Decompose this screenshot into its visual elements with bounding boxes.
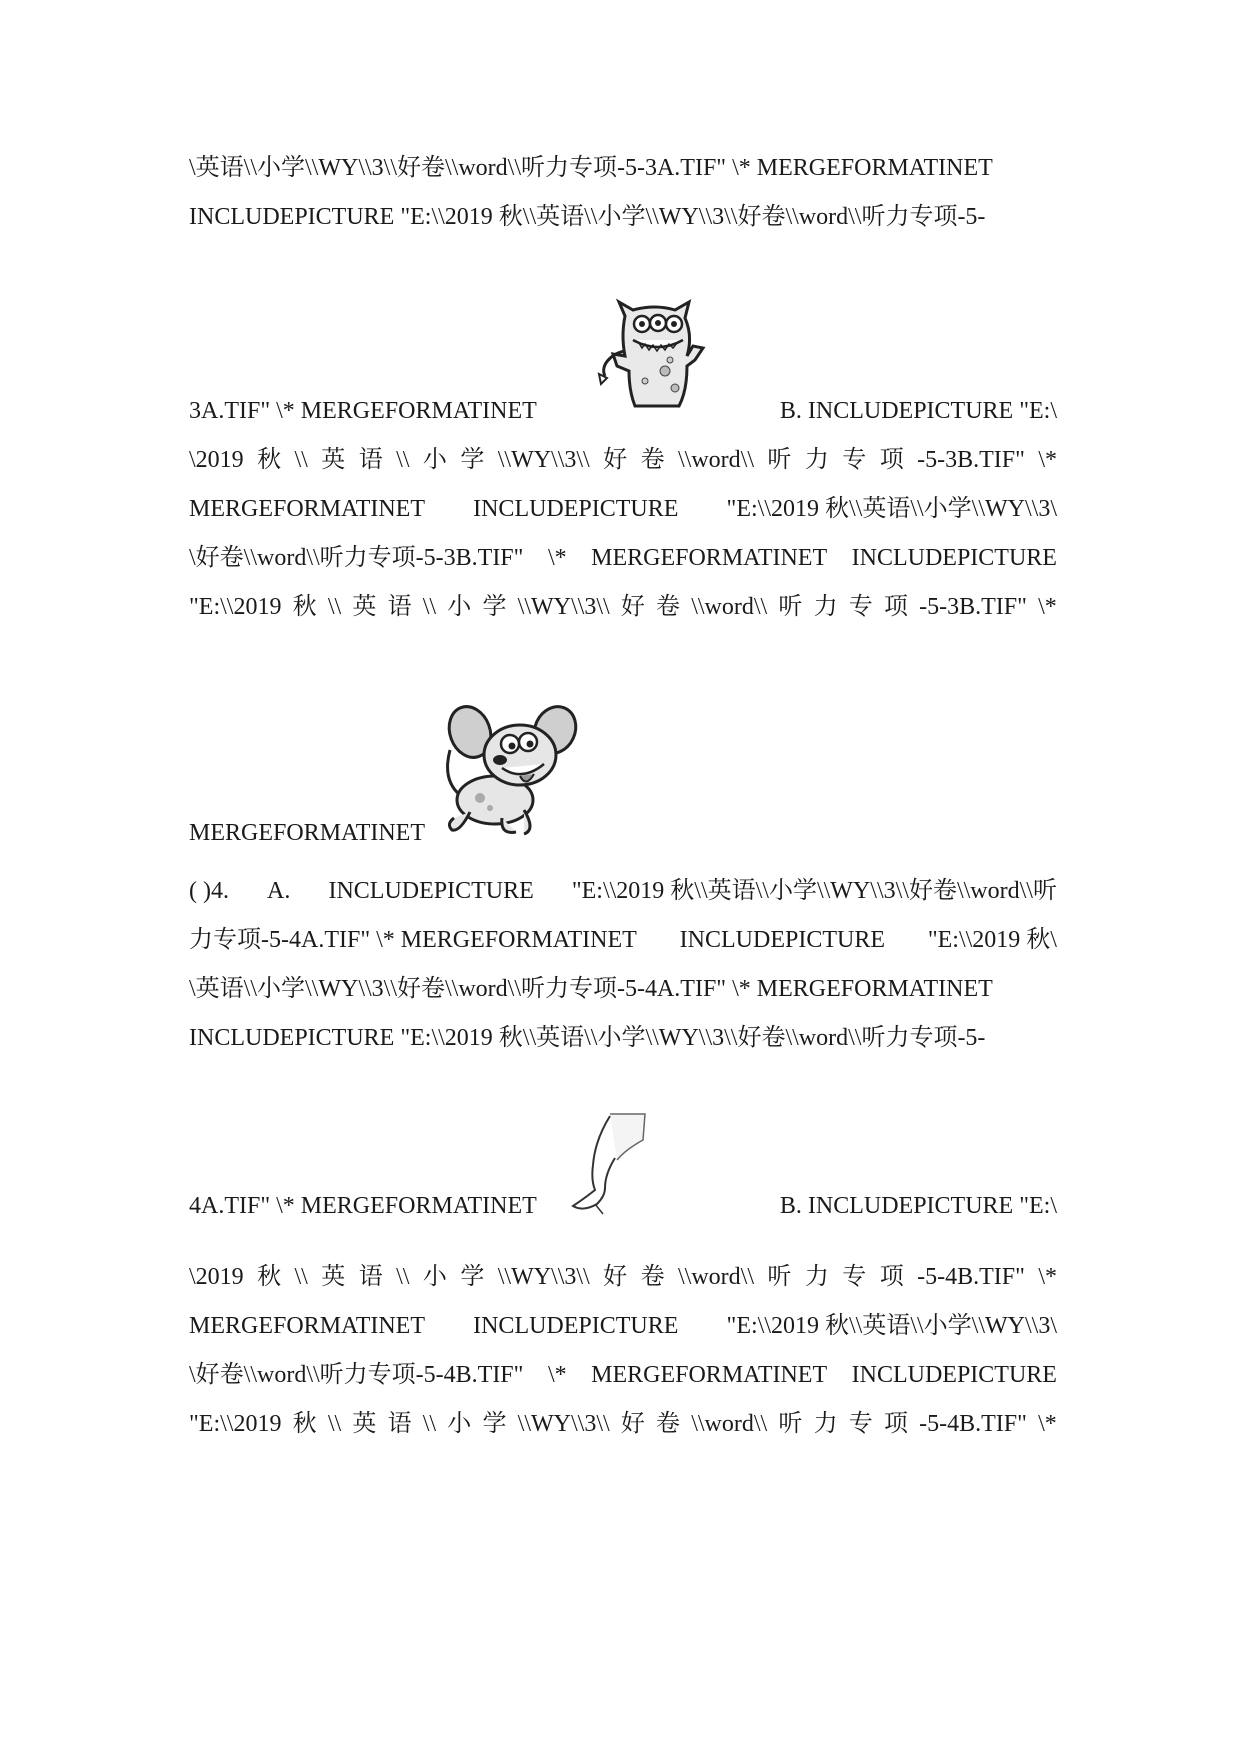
doc-token: 小 bbox=[447, 594, 472, 620]
doc-token: 英 bbox=[321, 447, 346, 473]
doc-token: 项 bbox=[883, 1411, 908, 1437]
doc-token: 秋 bbox=[257, 1264, 282, 1290]
doc-token: 听 bbox=[778, 594, 803, 620]
doc-token: 听 bbox=[767, 447, 792, 473]
doc-token: \\ bbox=[327, 594, 342, 620]
doc-token: 卷 bbox=[656, 1411, 681, 1437]
doc-token: A. bbox=[267, 878, 291, 904]
doc-token: \\ bbox=[422, 594, 437, 620]
doc-token: 小 bbox=[422, 447, 447, 473]
doc-token: \\WY\\3\\ bbox=[497, 1264, 590, 1290]
doc-token: 力 bbox=[804, 1264, 829, 1290]
doc-line-justified bbox=[189, 925, 1057, 955]
doc-token: -5-3B.TIF" bbox=[919, 594, 1027, 620]
doc-token: 语 bbox=[387, 1411, 412, 1437]
doc-token: 好 bbox=[603, 447, 628, 473]
doc-token: 卷 bbox=[640, 447, 665, 473]
doc-line-justified bbox=[189, 592, 1057, 622]
doc-token: 力专项-5-4A.TIF" \* MERGEFORMATINET bbox=[189, 927, 637, 953]
doc-token: 英 bbox=[321, 1264, 346, 1290]
doc-token: 专 bbox=[842, 447, 867, 473]
doc-token: 小 bbox=[447, 1411, 472, 1437]
doc-line: B. INCLUDEPICTURE "E:\ bbox=[779, 398, 1057, 424]
doc-token: \* bbox=[1038, 447, 1057, 473]
doc-token: MERGEFORMATINET bbox=[189, 1313, 426, 1339]
doc-token: INCLUDEPICTURE bbox=[851, 1362, 1057, 1388]
doc-token: 秋 bbox=[292, 594, 317, 620]
doc-token: 小 bbox=[422, 1264, 447, 1290]
doc-token: -5-4B.TIF" bbox=[917, 1264, 1025, 1290]
doc-line: INCLUDEPICTURE "E:\\2019 秋\\英语\\小学\\WY\\3\\好卷\\word\\听力专项-5- bbox=[189, 1025, 986, 1051]
doc-token: \* bbox=[1038, 594, 1057, 620]
doc-token: "E:\\2019 bbox=[189, 594, 282, 620]
doc-token: MERGEFORMATINET bbox=[591, 1362, 828, 1388]
doc-token: \\ bbox=[294, 1264, 308, 1290]
doc-line-justified bbox=[189, 876, 1057, 906]
doc-token: 秋 bbox=[292, 1411, 317, 1437]
doc-token: \\word\\ bbox=[691, 594, 768, 620]
doc-line: 4A.TIF" \* MERGEFORMATINET bbox=[189, 1193, 537, 1219]
doc-line-justified bbox=[189, 1311, 1057, 1341]
doc-token: INCLUDEPICTURE bbox=[473, 496, 679, 522]
doc-token: 语 bbox=[358, 1264, 383, 1290]
doc-token: \\ bbox=[396, 1264, 410, 1290]
doc-token: 学 bbox=[482, 1411, 507, 1437]
doc-token: MERGEFORMATINET bbox=[189, 496, 426, 522]
doc-line: \英语\\小学\\WY\\3\\好卷\\word\\听力专项-5-3A.TIF" \* MERGEFORMATINET bbox=[189, 155, 993, 181]
doc-line: INCLUDEPICTURE "E:\\2019 秋\\英语\\小学\\WY\\3\\好卷\\word\\听力专项-5- bbox=[189, 204, 986, 230]
doc-token: 力 bbox=[813, 1411, 838, 1437]
doc-token: \\ bbox=[422, 1411, 437, 1437]
doc-token: 专 bbox=[848, 594, 873, 620]
doc-token: \\word\\ bbox=[678, 1264, 754, 1290]
doc-token: "E:\\2019 秋\\英语\\小学\\WY\\3\ bbox=[726, 496, 1057, 522]
doc-token: 卷 bbox=[640, 1264, 665, 1290]
doc-token: \\WY\\3\\ bbox=[517, 1411, 610, 1437]
doc-token: 项 bbox=[879, 1264, 904, 1290]
doc-token: ( )4. bbox=[189, 878, 229, 904]
doc-token: \\word\\ bbox=[691, 1411, 768, 1437]
doc-token: \* bbox=[1038, 1264, 1057, 1290]
doc-token: 专 bbox=[842, 1264, 867, 1290]
doc-token: "E:\\2019 秋\\英语\\小学\\WY\\3\ bbox=[726, 1313, 1057, 1339]
doc-line-justified bbox=[189, 543, 1057, 573]
doc-token: \\WY\\3\\ bbox=[517, 594, 610, 620]
doc-token: 好 bbox=[603, 1264, 628, 1290]
doc-token: 英 bbox=[352, 1411, 377, 1437]
doc-token: \\ bbox=[327, 1411, 342, 1437]
doc-token: 好 bbox=[620, 1411, 645, 1437]
doc-token: INCLUDEPICTURE bbox=[851, 545, 1057, 571]
doc-line-justified bbox=[189, 1262, 1057, 1292]
doc-token: 学 bbox=[482, 594, 507, 620]
doc-line-justified bbox=[189, 1360, 1057, 1390]
doc-token: \\WY\\3\\ bbox=[497, 447, 590, 473]
doc-token: "E:\\2019 秋\\英语\\小学\\WY\\3\\好卷\\word\\听 bbox=[571, 878, 1057, 904]
doc-token: 学 bbox=[460, 1264, 485, 1290]
doc-token: 听 bbox=[767, 1264, 792, 1290]
doc-token: 好 bbox=[620, 594, 645, 620]
doc-line-justified bbox=[189, 1409, 1057, 1439]
doc-token: 学 bbox=[460, 447, 485, 473]
doc-token: \\ bbox=[396, 447, 410, 473]
doc-token: 听 bbox=[778, 1411, 803, 1437]
doc-token: "E:\\2019 秋\ bbox=[927, 927, 1057, 953]
monster-illustration bbox=[575, 296, 740, 416]
doc-token: 英 bbox=[352, 594, 377, 620]
doc-token: 项 bbox=[883, 594, 908, 620]
doc-line: 3A.TIF" \* MERGEFORMATINET bbox=[189, 398, 537, 424]
doc-token: \2019 bbox=[189, 1264, 244, 1290]
doc-line-justified bbox=[189, 445, 1057, 475]
doc-token: \* bbox=[547, 545, 567, 571]
doc-line-justified bbox=[189, 494, 1057, 524]
doc-token: 专 bbox=[848, 1411, 873, 1437]
doc-token: \2019 bbox=[189, 447, 244, 473]
doc-line: \英语\\小学\\WY\\3\\好卷\\word\\听力专项-5-4A.TIF" \* MERGEFORMATINET bbox=[189, 976, 993, 1002]
leg-illustration bbox=[565, 1110, 650, 1220]
doc-token: \好卷\\word\\听力专项-5-4B.TIF" bbox=[189, 1362, 524, 1388]
doc-token: "E:\\2019 bbox=[189, 1411, 282, 1437]
doc-token: -5-3B.TIF" bbox=[917, 447, 1025, 473]
doc-line: MERGEFORMATINET bbox=[189, 820, 426, 846]
doc-token: \* bbox=[547, 1362, 567, 1388]
doc-token: 力 bbox=[804, 447, 829, 473]
doc-token: -5-4B.TIF" bbox=[919, 1411, 1027, 1437]
doc-token: MERGEFORMATINET bbox=[591, 545, 828, 571]
doc-token: \\ bbox=[294, 447, 308, 473]
doc-token: 项 bbox=[879, 447, 904, 473]
doc-token: \* bbox=[1038, 1411, 1057, 1437]
doc-token: INCLUDEPICTURE bbox=[328, 878, 534, 904]
doc-token: 力 bbox=[813, 594, 838, 620]
doc-line: B. INCLUDEPICTURE "E:\ bbox=[779, 1193, 1057, 1219]
doc-token: INCLUDEPICTURE bbox=[679, 927, 885, 953]
doc-token: 卷 bbox=[656, 594, 681, 620]
doc-token: \好卷\\word\\听力专项-5-3B.TIF" bbox=[189, 545, 524, 571]
doc-token: INCLUDEPICTURE bbox=[473, 1313, 679, 1339]
doc-token: \\word\\ bbox=[678, 447, 754, 473]
doc-token: 语 bbox=[358, 447, 383, 473]
doc-token: 语 bbox=[387, 594, 412, 620]
doc-token: 秋 bbox=[257, 447, 282, 473]
